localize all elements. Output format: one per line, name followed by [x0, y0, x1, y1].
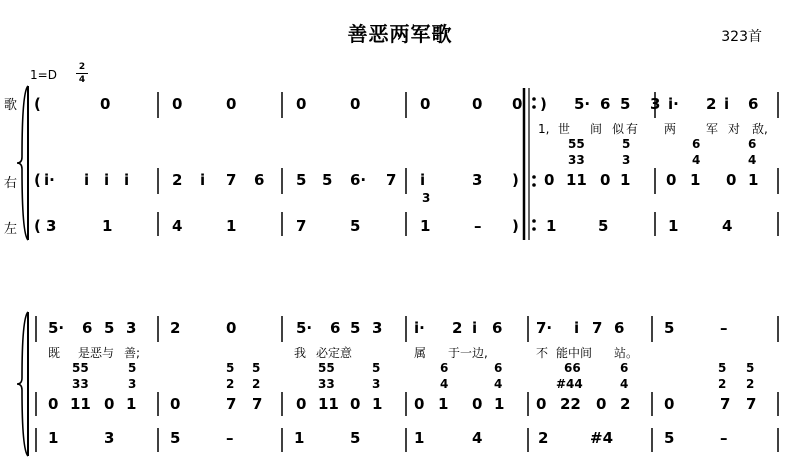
- lyric-syllable: 两: [664, 122, 677, 136]
- repeat-dot: [532, 227, 536, 231]
- right-hand-note: 1: [126, 395, 137, 413]
- harmony-top-note: 6: [620, 361, 629, 375]
- left-hand-note: 1: [294, 429, 305, 447]
- melody-note: i: [574, 319, 580, 337]
- melody-note: 5: [664, 319, 675, 337]
- lyric-syllable: 我: [294, 346, 307, 360]
- right-hand-note: 1: [372, 395, 383, 413]
- right-hand-note: 0: [170, 395, 181, 413]
- right-hand-note: 0: [350, 395, 361, 413]
- lyric-syllable: 敌,: [752, 122, 768, 136]
- right-hand-note: i: [124, 171, 130, 189]
- harmony-middle-note: 3: [622, 153, 631, 167]
- harmony-top-note: 5: [746, 361, 755, 375]
- left-hand-note: 1: [414, 429, 425, 447]
- melody-note: 2: [170, 319, 181, 337]
- left-hand-note: 5: [598, 217, 609, 235]
- left-hand-note: (: [34, 217, 41, 235]
- right-hand-note: (: [34, 171, 41, 189]
- right-hand-note: 2: [620, 395, 631, 413]
- melody-note: 3: [126, 319, 137, 337]
- melody-part-label: 歌: [4, 98, 18, 113]
- left-hand-note: 3: [46, 217, 57, 235]
- melody-note: 7: [592, 319, 603, 337]
- melody-note: i·: [668, 95, 679, 113]
- lyric-syllable: 有: [626, 122, 639, 136]
- right-hand-note: 0: [544, 171, 555, 189]
- right-hand-note: 5: [296, 171, 307, 189]
- right-hand-note: 7: [226, 395, 237, 413]
- right-hand-note: 7: [386, 171, 397, 189]
- left-hand-note: 2: [538, 429, 549, 447]
- lyric-syllable: 1,: [538, 122, 550, 136]
- melody-note: 0: [472, 95, 483, 113]
- left-hand-note: 1: [226, 217, 237, 235]
- melody-note: 0: [226, 319, 237, 337]
- harmony-top-note: 6: [440, 361, 449, 375]
- melody-note: 5·: [48, 319, 65, 337]
- harmony-middle-note: 33: [318, 377, 335, 391]
- right-hand-note: 3: [472, 171, 483, 189]
- harmony-middle-note: 3: [128, 377, 137, 391]
- left-hand-note: 4: [472, 429, 483, 447]
- lyric-syllable: 间: [590, 122, 603, 136]
- right-hand-note: 1: [690, 171, 701, 189]
- harmony-top-note: 55: [568, 137, 585, 151]
- melody-note: 5·: [296, 319, 313, 337]
- right-hand-note: 7: [252, 395, 263, 413]
- right-hand-note: 0: [472, 395, 483, 413]
- right-hand-note: i: [84, 171, 90, 189]
- left-hand-note: 1: [546, 217, 557, 235]
- melody-note: 0: [350, 95, 361, 113]
- right-hand-note: ): [512, 171, 519, 189]
- melody-note: i: [472, 319, 478, 337]
- harmony-top-note: 5: [718, 361, 727, 375]
- lyric-syllable: 不: [536, 346, 549, 360]
- right-hand-note: 1: [494, 395, 505, 413]
- repeat-dot: [532, 105, 536, 109]
- left-hand-note: 5: [350, 217, 361, 235]
- melody-note: 2: [706, 95, 717, 113]
- lyric-syllable: 能中间: [556, 346, 593, 360]
- lyric-syllable: 似: [612, 122, 625, 136]
- meter-top: 2: [78, 62, 86, 72]
- melody-note: 5·: [574, 95, 591, 113]
- left-hand-note: 7: [296, 217, 307, 235]
- right-hand-note: 11: [566, 171, 587, 189]
- harmony-middle-note: 2: [252, 377, 261, 391]
- right-hand-note: 1: [620, 171, 631, 189]
- melody-note: 0: [226, 95, 237, 113]
- repeat-dot: [532, 175, 536, 179]
- left-hand-note: –: [474, 217, 482, 235]
- melody-note: 6: [492, 319, 503, 337]
- left-hand-note: 4: [722, 217, 733, 235]
- hymn-number: 323首: [721, 29, 762, 45]
- melody-note: 2: [452, 319, 463, 337]
- key-signature: 1=D: [30, 68, 57, 82]
- melody-note: 6: [614, 319, 625, 337]
- harmony-middle-note: 4: [440, 377, 449, 391]
- harmony-middle-note: 2: [226, 377, 235, 391]
- right-hand-note: 0: [666, 171, 677, 189]
- left-hand-note: –: [720, 429, 728, 447]
- repeat-dot: [532, 183, 536, 187]
- melody-note: 0: [172, 95, 183, 113]
- left-hand-note: ): [512, 217, 519, 235]
- harmony-top-note: 66: [564, 361, 581, 375]
- right-hand-note: 11: [318, 395, 339, 413]
- lyric-syllable: 属: [414, 346, 427, 360]
- right-hand-note: 0: [596, 395, 607, 413]
- left-hand-note: 1: [48, 429, 59, 447]
- right-hand-note: i·: [44, 171, 55, 189]
- right-hand-note: 0: [414, 395, 425, 413]
- melody-note: 6: [748, 95, 759, 113]
- left-hand-note: #4: [590, 429, 614, 447]
- right-hand-note: 0: [664, 395, 675, 413]
- harmony-top-note: 6: [748, 137, 757, 151]
- right-hand-note: 0: [104, 395, 115, 413]
- right-hand-note: 5: [322, 171, 333, 189]
- harmony-middle-note: 4: [494, 377, 503, 391]
- harmony-middle-note: 2: [718, 377, 727, 391]
- right-hand-note: 22: [560, 395, 581, 413]
- left-hand-note: 5: [170, 429, 181, 447]
- right-hand-extra-note: 3: [422, 191, 431, 205]
- harmony-middle-note: #44: [556, 377, 583, 391]
- left-hand-note: 5: [664, 429, 675, 447]
- right-hand-note: 0: [536, 395, 547, 413]
- right-hand-note: 7: [720, 395, 731, 413]
- system-brace: [17, 86, 28, 240]
- melody-note: ): [540, 95, 547, 113]
- harmony-top-note: 5: [372, 361, 381, 375]
- right-hand-note: 6·: [350, 171, 367, 189]
- left-hand-part-label: 左: [4, 222, 18, 237]
- lyric-syllable: 对: [728, 122, 741, 136]
- melody-note: 5: [620, 95, 631, 113]
- melody-note: 0: [296, 95, 307, 113]
- melody-note: 3: [372, 319, 383, 337]
- melody-note: 6: [600, 95, 611, 113]
- right-hand-note: i: [200, 171, 206, 189]
- melody-note: 0: [100, 95, 111, 113]
- melody-note: 6: [330, 319, 341, 337]
- right-hand-part-label: 右: [4, 176, 18, 191]
- harmony-middle-note: 33: [72, 377, 89, 391]
- harmony-top-note: 5: [226, 361, 235, 375]
- left-hand-note: 3: [104, 429, 115, 447]
- left-hand-note: 4: [172, 217, 183, 235]
- right-hand-note: 0: [600, 171, 611, 189]
- harmony-middle-note: 4: [748, 153, 757, 167]
- harmony-top-note: 5: [252, 361, 261, 375]
- left-hand-note: 5: [350, 429, 361, 447]
- lyric-syllable: 站。: [614, 346, 639, 360]
- left-hand-note: 1: [420, 217, 431, 235]
- right-hand-note: 0: [296, 395, 307, 413]
- right-hand-note: 7: [746, 395, 757, 413]
- right-hand-note: 0: [726, 171, 737, 189]
- harmony-top-note: 5: [128, 361, 137, 375]
- right-hand-note: 1: [748, 171, 759, 189]
- lyric-syllable: 必定意: [316, 346, 353, 360]
- melody-note: 0: [420, 95, 431, 113]
- melody-note: 5: [104, 319, 115, 337]
- right-hand-note: 11: [70, 395, 91, 413]
- right-hand-note: 2: [172, 171, 183, 189]
- lyric-syllable: 世: [558, 122, 571, 136]
- right-hand-note: i: [420, 171, 426, 189]
- system-brace: [17, 312, 28, 456]
- harmony-middle-note: 2: [746, 377, 755, 391]
- lyric-syllable: 军: [706, 122, 719, 136]
- melody-note: (: [34, 95, 41, 113]
- melody-note: 7·: [536, 319, 553, 337]
- right-hand-note: 1: [438, 395, 449, 413]
- melody-note: 0: [512, 95, 523, 113]
- left-hand-note: –: [226, 429, 234, 447]
- harmony-top-note: 55: [318, 361, 335, 375]
- page-title: 善恶两军歌: [347, 22, 453, 46]
- lyric-syllable: 于一边,: [448, 346, 488, 360]
- right-hand-note: 7: [226, 171, 237, 189]
- harmony-top-note: 5: [622, 137, 631, 151]
- melody-note: –: [720, 319, 728, 337]
- repeat-dot: [532, 219, 536, 223]
- repeat-dot: [532, 97, 536, 101]
- harmony-top-note: 55: [72, 361, 89, 375]
- lyric-syllable: 善;: [124, 346, 141, 360]
- left-hand-note: 1: [668, 217, 679, 235]
- right-hand-note: 0: [48, 395, 59, 413]
- harmony-middle-note: 4: [692, 153, 701, 167]
- meter-bottom: 4: [78, 75, 86, 85]
- left-hand-note: 1: [102, 217, 113, 235]
- right-hand-note: i: [104, 171, 110, 189]
- melody-note: i·: [414, 319, 425, 337]
- melody-note: i: [724, 95, 730, 113]
- harmony-middle-note: 3: [372, 377, 381, 391]
- melody-note: 5: [350, 319, 361, 337]
- harmony-top-note: 6: [494, 361, 503, 375]
- right-hand-note: 6: [254, 171, 265, 189]
- harmony-middle-note: 33: [568, 153, 585, 167]
- lyric-syllable: 是恶与: [78, 346, 115, 360]
- melody-note: 3: [650, 95, 661, 113]
- harmony-middle-note: 4: [620, 377, 629, 391]
- harmony-top-note: 6: [692, 137, 701, 151]
- lyric-syllable: 既: [48, 346, 61, 360]
- melody-note: 6: [82, 319, 93, 337]
